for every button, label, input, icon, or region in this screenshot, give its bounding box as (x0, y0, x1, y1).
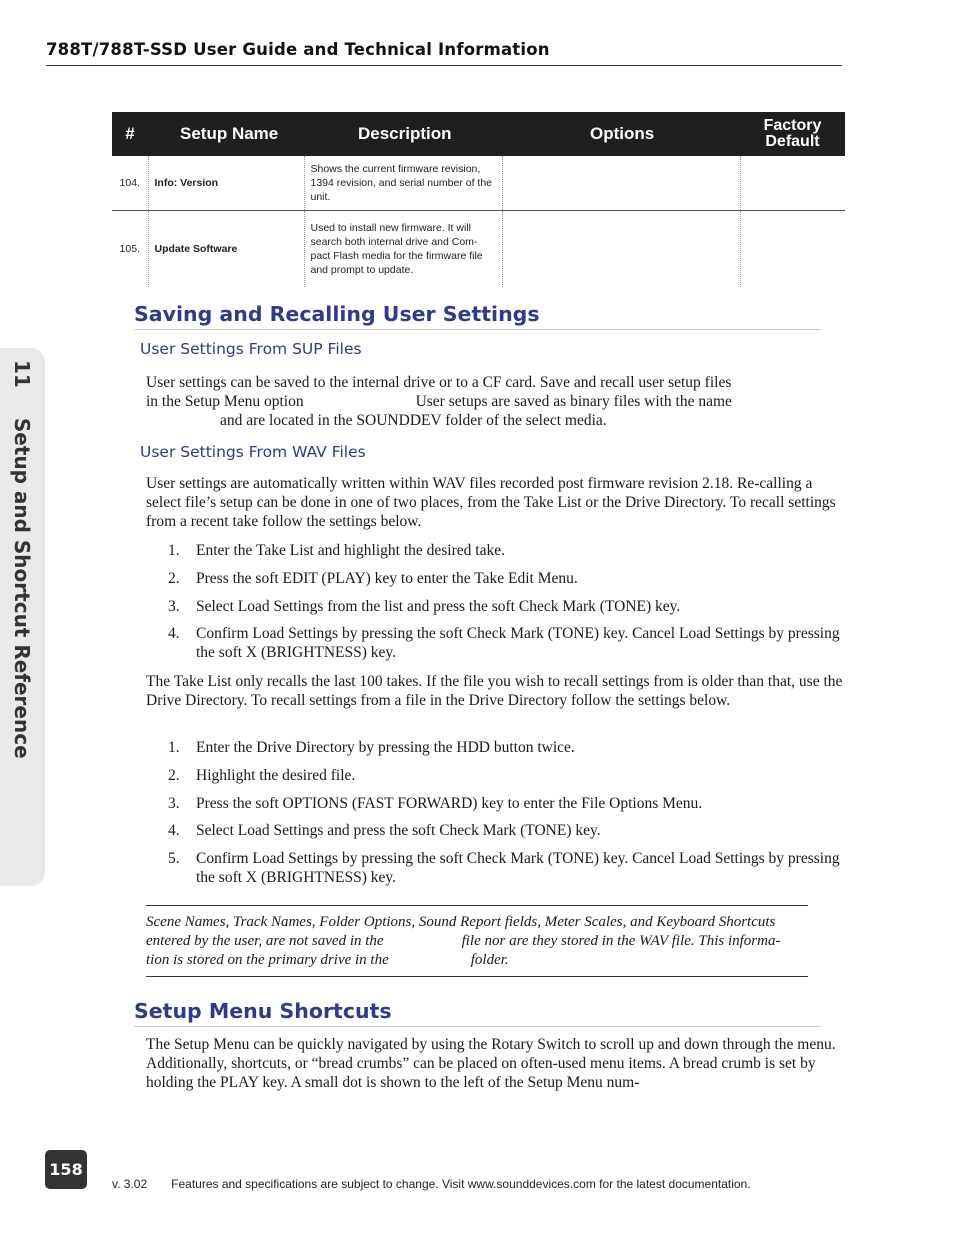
col-header-factory-default (740, 112, 845, 156)
list-item-number: 1. (168, 542, 180, 559)
list-item-number: 4. (168, 625, 180, 642)
sup-para-line2b: User setups are saved as binary files with the name (415, 393, 732, 410)
row-default (740, 211, 845, 288)
list-item-text: Select Load Settings and press the soft Check Mark (TONE) key. (196, 822, 601, 839)
list-item-number: 2. (168, 570, 180, 587)
list-item-number: 3. (168, 795, 180, 812)
footer-text: Features and specifications are subject to change. Visit www.sounddevices.com for the latest documentation. (171, 1177, 751, 1191)
table-header-row (112, 112, 845, 156)
page-header-title: 788T/788T-SSD User Guide and Technical Information (46, 40, 550, 59)
col-header-setup-name: Setup Name (148, 112, 304, 156)
header-rule (46, 65, 842, 66)
list-item-number: 2. (168, 767, 180, 784)
footer-version: v. 3.02 (112, 1177, 148, 1191)
list-item-text: Confirm Load Settings by pressing the soft Check Mark (TONE) key. Cancel Load Settings by pressing the soft X (BRIGHTNESS) key. (196, 850, 840, 886)
note-line2 (146, 932, 808, 951)
list-item-number: 5. (168, 850, 180, 867)
sup-files-paragraph (146, 373, 843, 430)
list-item-number: 4. (168, 822, 180, 839)
setup-table (112, 112, 845, 287)
wav-files-intro: User settings are automatically written within WAV files recorded post firmware revision 2.18. Re-calling a select file’s setup can be done in one of two places, from the Take List or the Drive Directory. To recall settings from a recent take follow the settings below. (146, 475, 836, 530)
note-line3a: tion is stored on the primary drive in the (146, 952, 389, 968)
list-item (146, 794, 843, 813)
row-description: Shows the current firmware revision, 1394 revision, and serial number of the unit. (304, 156, 502, 211)
subheading-wav-files: User Settings From WAV Files (140, 443, 366, 461)
list-item-text: Highlight the desired file. (196, 767, 356, 784)
row-options (502, 211, 740, 288)
chapter-title: Setup and Shortcut Reference (10, 417, 34, 759)
row-setup-name: Update Software (148, 211, 304, 288)
list-item-text: Confirm Load Settings by pressing the soft Check Mark (TONE) key. Cancel Load Settings by pressing the soft X (BRIGHTNESS) key. (196, 625, 840, 661)
list-item (146, 849, 843, 887)
table-row (112, 156, 845, 211)
section-heading-saving-recalling: Saving and Recalling User Settings (134, 302, 540, 326)
section-heading-rule (134, 1026, 821, 1027)
list-item (146, 738, 843, 757)
chapter-side-tab-label (10, 360, 34, 759)
col-header-description: Description (304, 112, 502, 156)
sup-para-line1: User settings can be saved to the internal drive or to a CF card. Save and recall user setup files (146, 374, 732, 391)
list-item (146, 766, 843, 785)
list-item-number: 3. (168, 598, 180, 615)
note-line1: Scene Names, Track Names, Folder Options, Sound Report fields, Meter Scales, and Keyboard Shortcuts (146, 914, 776, 930)
row-number: 104. (112, 156, 148, 211)
section-heading-rule (134, 329, 821, 330)
page-number-badge: 158 (45, 1150, 87, 1189)
list-item (146, 821, 843, 840)
col-header-factory-default-line1: Factory (763, 117, 822, 134)
row-setup-name: Info: Version (148, 156, 304, 211)
row-default (740, 156, 845, 211)
note-line3 (146, 951, 808, 970)
sup-para-line2 (146, 392, 843, 411)
page-footer (112, 1177, 751, 1191)
take-list-paragraph: The Take List only recalls the last 100 takes. If the file you wish to recall settings from is older than that, use the Drive Directory. To recall settings from a file in the Drive Directory follow the settings below. (146, 673, 843, 709)
row-options (502, 156, 740, 211)
table-row (112, 211, 845, 288)
col-header-options: Options (502, 112, 740, 156)
sup-para-line3: and are located in the SOUNDDEV folder of the select media. (220, 412, 607, 429)
col-header-num: # (112, 112, 148, 156)
list-item-text: Select Load Settings from the list and press the soft Check Mark (TONE) key. (196, 598, 681, 615)
chapter-number: 11 (10, 360, 34, 388)
note-line3b: folder. (470, 952, 509, 968)
list-item (146, 624, 843, 662)
list-item-number: 1. (168, 739, 180, 756)
shortcuts-paragraph: The Setup Menu can be quickly navigated by using the Rotary Switch to scroll up and down through the menu. Additionally, shortcuts, or “bread crumbs” can be placed on often-used menu items. A bread crumb is set by holding the PLAY key. A small dot is shown to the left of the Setup Menu num- (146, 1036, 836, 1091)
subheading-sup-files: User Settings From SUP Files (140, 340, 362, 358)
list-item-text: Press the soft OPTIONS (FAST FORWARD) key to enter the File Options Menu. (196, 795, 703, 812)
col-header-factory-default-line2: Default (765, 133, 820, 150)
list-item-text: Press the soft EDIT (PLAY) key to enter the Take Edit Menu. (196, 570, 578, 587)
sup-para-line2a: in the Setup Menu option (146, 393, 304, 410)
list-item-text: Enter the Take List and highlight the desired take. (196, 542, 505, 559)
row-number: 105. (119, 243, 140, 255)
list-item (146, 541, 843, 560)
list-item (146, 597, 843, 616)
note-top-rule (146, 905, 808, 906)
note-line2b: file nor are they stored in the WAV file. This informa- (461, 933, 781, 949)
note-line2a: entered by the user, are not saved in the (146, 933, 384, 949)
note-bottom-rule (146, 976, 808, 977)
row-description: Used to install new firmware. It will search both internal drive and Com-pact Flash media for the firmware file and prompt to update. (304, 211, 502, 288)
section-heading-setup-menu-shortcuts: Setup Menu Shortcuts (134, 999, 392, 1023)
note-box (146, 913, 808, 970)
list-item-text: Enter the Drive Directory by pressing the HDD button twice. (196, 739, 575, 756)
list-item (146, 569, 843, 588)
